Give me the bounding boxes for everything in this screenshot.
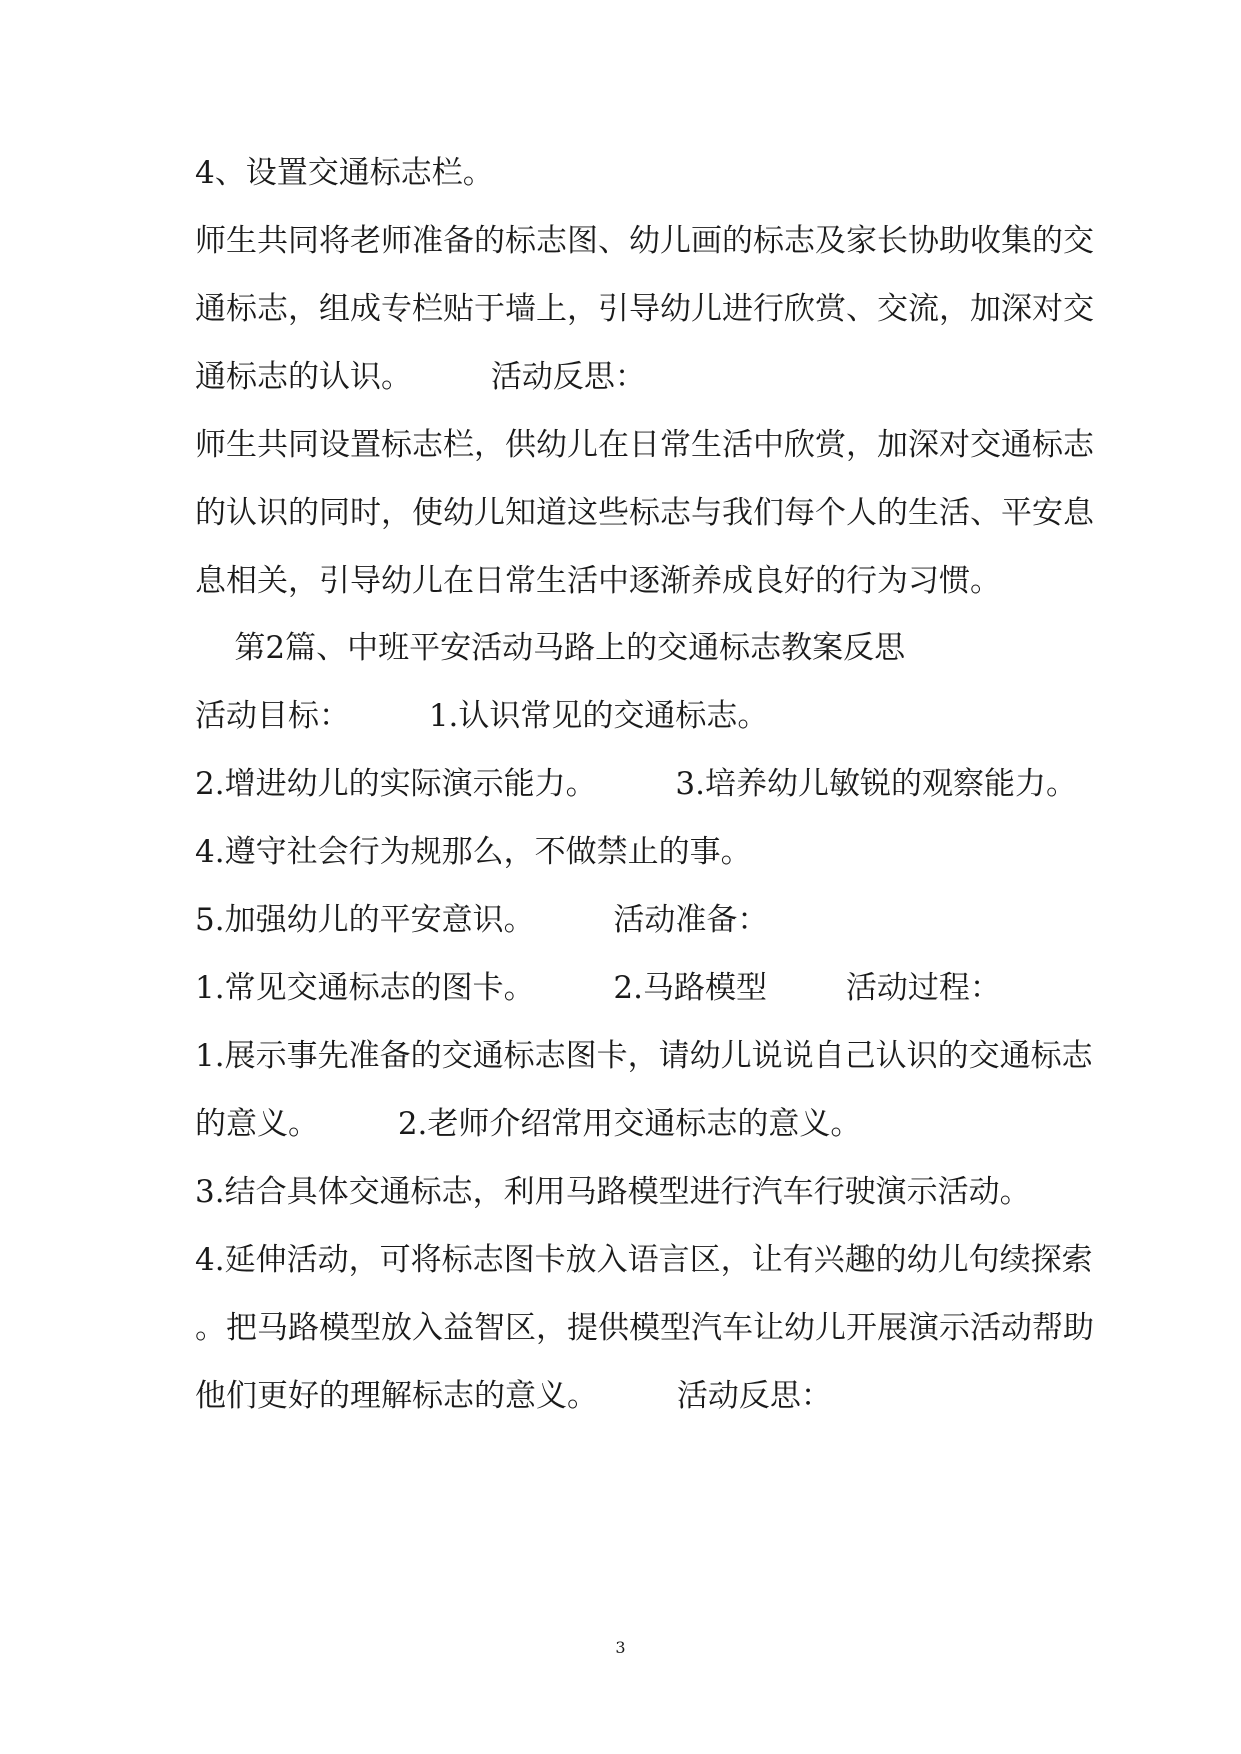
text-line: 的意义。 2.老师介绍常用交通标志的意义。	[195, 1106, 862, 1142]
text-line: 1.常见交通标志的图卡。 2.马路模型 活动过程：	[195, 970, 1001, 1006]
text-line: 。把马路模型放入益智区，提供模型汽车让幼儿开展演示活动帮助	[195, 1310, 1094, 1346]
text-line: 4、设置交通标志栏。	[195, 155, 494, 191]
page-number: 3	[615, 1638, 626, 1657]
text-line: 师生共同将老师准备的标志图、幼儿画的标志及家长协助收集的交	[195, 223, 1094, 259]
text-line: 通标志的认识。 活动反思：	[195, 359, 646, 395]
text-line: 师生共同设置标志栏，供幼儿在日常生活中欣赏，加深对交通标志	[195, 427, 1094, 463]
text-line: 4.遵守社会行为规那么，不做禁止的事。	[195, 834, 752, 870]
text-line: 3.结合具体交通标志，利用马路模型进行汽车行驶演示活动。	[195, 1174, 1031, 1210]
section-heading: 第2篇、中班平安活动马路上的交通标志教案反思	[195, 630, 906, 666]
text-line: 他们更好的理解标志的意义。 活动反思：	[195, 1378, 832, 1414]
text-line: 通标志，组成专栏贴于墙上，引导幼儿进行欣赏、交流，加深对交	[195, 291, 1094, 327]
text-line: 5.加强幼儿的平安意识。 活动准备：	[195, 902, 769, 938]
text-line: 2.增进幼儿的实际演示能力。 3.培养幼儿敏锐的观察能力。	[195, 766, 1077, 802]
text-line: 1.展示事先准备的交通标志图卡，请幼儿说说自己认识的交通标志	[195, 1038, 1093, 1074]
text-line: 的认识的同时，使幼儿知道这些标志与我们每个人的生活、平安息	[195, 495, 1094, 531]
text-line: 4.延伸活动，可将标志图卡放入语言区，让有兴趣的幼儿句续探索	[195, 1242, 1093, 1278]
text-line: 活动目标： 1.认识常见的交通标志。	[195, 698, 769, 734]
text-line: 息相关，引导幼儿在日常生活中逐渐养成良好的行为习惯。	[195, 563, 1001, 599]
